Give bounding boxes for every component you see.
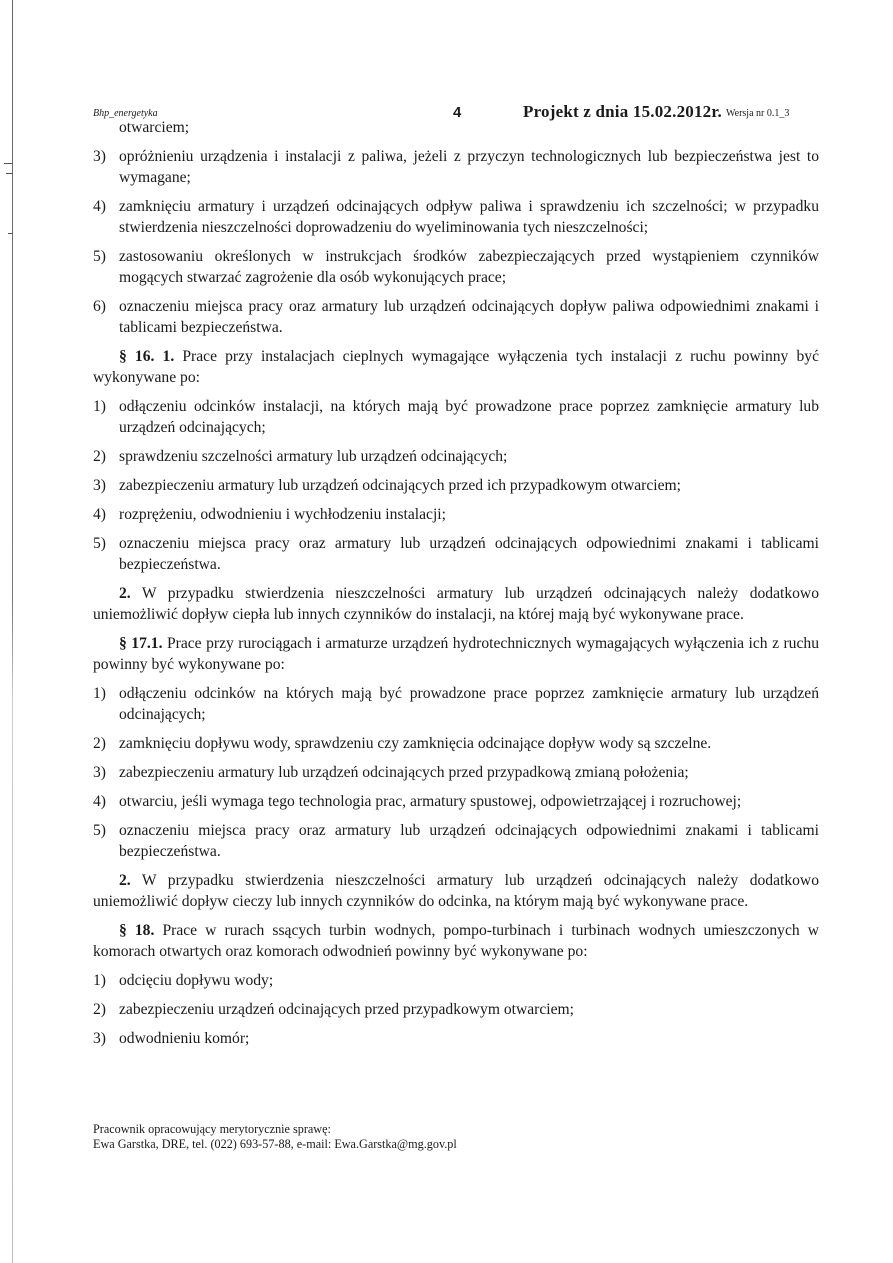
section-label: § 17.1. <box>119 635 163 652</box>
scan-mark <box>6 173 13 174</box>
list-item: 2) sprawdzeniu szczelności armatury lub urządzeń odcinających; <box>93 448 508 465</box>
list-item: 2) zabezpieczeniu urządzeń odcinających przed przypadkowym otwarciem; <box>93 1001 575 1018</box>
footer-author-label: Pracownik opracowujący merytorycznie sprawę: <box>93 1122 331 1136</box>
scan-edge-line <box>12 0 13 1263</box>
document-body <box>93 117 819 1057</box>
list-item: 3) odwodnieniu komór; <box>93 1030 250 1047</box>
paragraph-17: § 17.1. Prace przy rurociągach i armaturze urządzeń hydrotechnicznych wymagających wyłączenia ich z ruchu powinny być wykonywane po: <box>93 635 819 673</box>
page-footer <box>93 1122 457 1152</box>
list-item: 1) odłączeniu odcinków na których mają być prowadzone prace poprzez zamknięcie armatury lub urządzeń odcinających; <box>93 685 819 723</box>
list-item: 2) zamknięciu dopływu wody, sprawdzeniu czy zamknięcia odcinające dopływ wody są szczelne. <box>93 735 712 752</box>
version-label: Wersja nr 0.1_3 <box>726 108 790 119</box>
footer-contact: Ewa Garstka, DRE, tel. (022) 693-57-88, e-mail: Ewa.Garstka@mg.gov.pl <box>93 1137 457 1151</box>
list-item: 3) zabezpieczeniu armatury lub urządzeń odcinających przed przypadkową zmianą położenia; <box>93 764 689 781</box>
paragraph-16-2: 2. W przypadku stwierdzenia nieszczelności armatury lub urządzeń odcinających należy dodatkowo uniemożliwić dopływ ciepła lub innych czynników do instalacji, na której mają być wykonywane prace. <box>93 585 819 623</box>
list-item: 1) odcięciu dopływu wody; <box>93 972 274 989</box>
paragraph-17-2: 2. W przypadku stwierdzenia nieszczelności armatury lub urządzeń odcinających należy dodatkowo uniemożliwić dopływ cieczy lub innych czynników do odcinka, na którym mają być wykonywane prace. <box>93 872 819 910</box>
paragraph-16: § 16. 1. Prace przy instalacjach cieplnych wymagające wyłączenia tych instalacji z ruchu powinny być wykonywane po: <box>93 348 819 386</box>
section-label: 2. <box>119 872 131 889</box>
list-item: 5) oznaczeniu miejsca pracy oraz armatury lub urządzeń odcinających odpowiednimi znakami i tablicami bezpieczeństwa. <box>93 535 819 573</box>
list-item: 4) otwarciu, jeśli wymaga tego technologia prac, armatury spustowej, odpowietrzającej i rozruchowej; <box>93 793 742 810</box>
list-item: 3) opróżnieniu urządzenia i instalacji z paliwa, jeżeli z przyczyn technologicznych lub bezpieczeństwa jest to wymagane; <box>93 148 819 186</box>
document-name: Bhp_energetyka <box>93 108 158 119</box>
section-label: 2. <box>119 585 131 602</box>
section-label: § 18. <box>119 922 155 939</box>
continuation-text: otwarciem; <box>119 119 190 136</box>
list-item: 5) zastosowaniu określonych w instrukcjach środków zabezpieczających przed wystąpieniem czynników mogących stwarzać zagrożenie dla osób wykonujących prace; <box>93 248 819 286</box>
paragraph-18: § 18. Prace w rurach ssących turbin wodnych, pompo-turbinach i turbinach wodnych umieszczonych w komorach otwartych oraz komorach odwodnień powinny być wykonywane po: <box>93 922 820 960</box>
list-item: 3) zabezpieczeniu armatury lub urządzeń odcinających przed ich przypadkowym otwarciem; <box>93 477 681 494</box>
list-item: 6) oznaczeniu miejsca pracy oraz armatury lub urządzeń odcinających dopływ paliwa odpowiednimi znakami i tablicami bezpieczeństwa. <box>93 298 819 336</box>
scan-mark <box>8 233 13 234</box>
list-item: 1) odłączeniu odcinków instalacji, na których mają być prowadzone prace poprzez zamknięcie armatury lub urządzeń odcinających; <box>93 398 819 436</box>
page-number: 4 <box>453 104 462 121</box>
list-item: 4) zamknięciu armatury i urządzeń odcinających odpływ paliwa i sprawdzeniu ich szczelności; w przypadku stwierdzenia nieszczelności doprowadzeniu do wyeliminowania tych nieszczelności; <box>93 198 819 236</box>
scan-mark <box>4 163 13 164</box>
section-label: § 16. 1. <box>119 348 175 365</box>
project-date: Projekt z dnia 15.02.2012r. <box>523 102 723 121</box>
list-item: 4) rozprężeniu, odwodnieniu i wychłodzeniu instalacji; <box>93 506 446 523</box>
list-item: 5) oznaczeniu miejsca pracy oraz armatury lub urządzeń odcinających odpowiednimi znakami i tablicami bezpieczeństwa. <box>93 822 819 860</box>
